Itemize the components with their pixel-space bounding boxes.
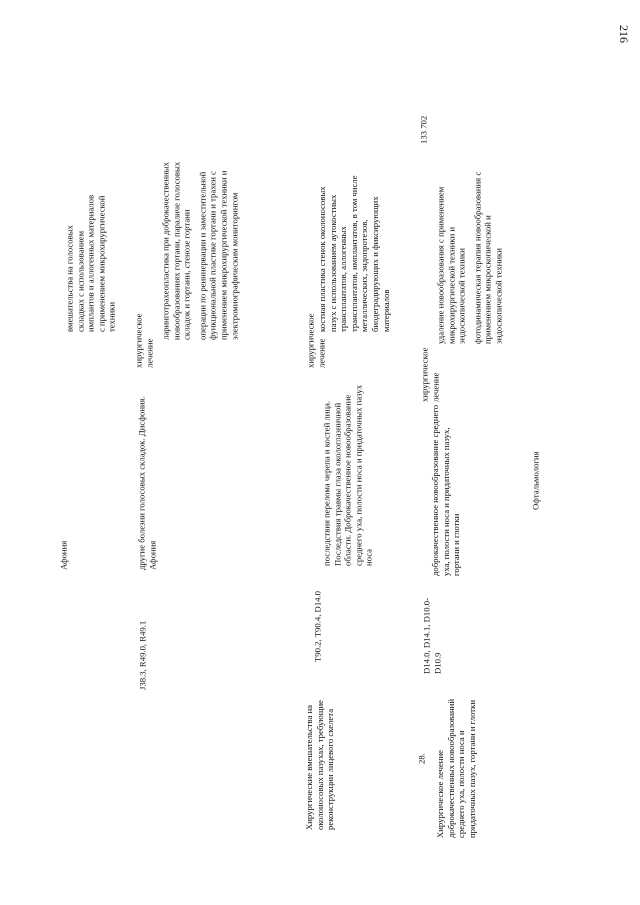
diagnosis-codes-cell: J38.3, R49.0, R49.1 (137, 620, 148, 690)
method-item: операции по реиннервации и заместительной функциональной пластике гортани и трахеи с применением микрохирургической техники и электромиографическим мониторингом (197, 170, 239, 340)
condition-cell: доброкачественное новообразование среднего уха, полости носа и придаточных пазух, гортани и глотки (430, 404, 462, 576)
methods-prev-tail-cell: вмешательства на голосовых складках с использованием имплантов и аллогенных материалов с применением микрохирургической техники (64, 194, 117, 332)
methods-cell-afonia (132, 160, 268, 340)
treatment-type-cell: хирургическое лечение (419, 347, 440, 402)
treatment-type-cell: хирургическое лечение (305, 313, 326, 368)
method-item: удаление новообразования с применением микрохирургической техники и эндоскопической техники (435, 186, 467, 344)
condition-cell: другие болезни голосовых складок. Дисфония. Афония (136, 396, 157, 570)
row-number: 28. (416, 753, 427, 764)
method-item: костная пластика стенок околоносовых пазух с использованием аутокостных трансплантатов, аллогенных трансплантатов, имплантатов, в том числе металлических, эндопротезов, биодеградирующих и фиксирующих материалов (316, 175, 391, 332)
diagnosis-codes-cell: D14.0, D14.1, D10.0-D10.9 (421, 597, 442, 674)
treatment-type-cell: хирургическое лечение (133, 313, 154, 368)
service-name-cell: Хирургическое лечение доброкачественных новообразований среднего уха, полости носа и придаточных пазух, гортани и глотки (434, 699, 477, 838)
diagnosis-codes-cell: T90.2, T90.4, D14.0 (312, 590, 323, 662)
cost-cell: 133 702 (418, 115, 429, 144)
page-number: 216 (617, 25, 631, 43)
method-item: фотодинамическая терапия новообразования с применением микроскопической и эндоскопической техники (472, 171, 504, 344)
methods-cell (418, 166, 522, 344)
methods-cell (304, 172, 404, 332)
section-heading: Офтальмология (530, 451, 541, 510)
method-item: ларинготрахеопластика при доброкачественных новообразованиях гортани, параличе голосовых складок и гортани, стенозе гортани (160, 161, 192, 340)
condition-label-afonia: Афония (58, 540, 69, 570)
service-name-cell: Хирургические вмешательства на околоносовых пазухах, требующие реконструкции лицевого скелета (304, 700, 336, 830)
condition-cell: последствия перелома черепа и костей лица. Последствия травмы глаза окологлазничной области. Доброкачественное новообразование среднего уха, полости носа и придаточных пазух носа (321, 384, 374, 566)
